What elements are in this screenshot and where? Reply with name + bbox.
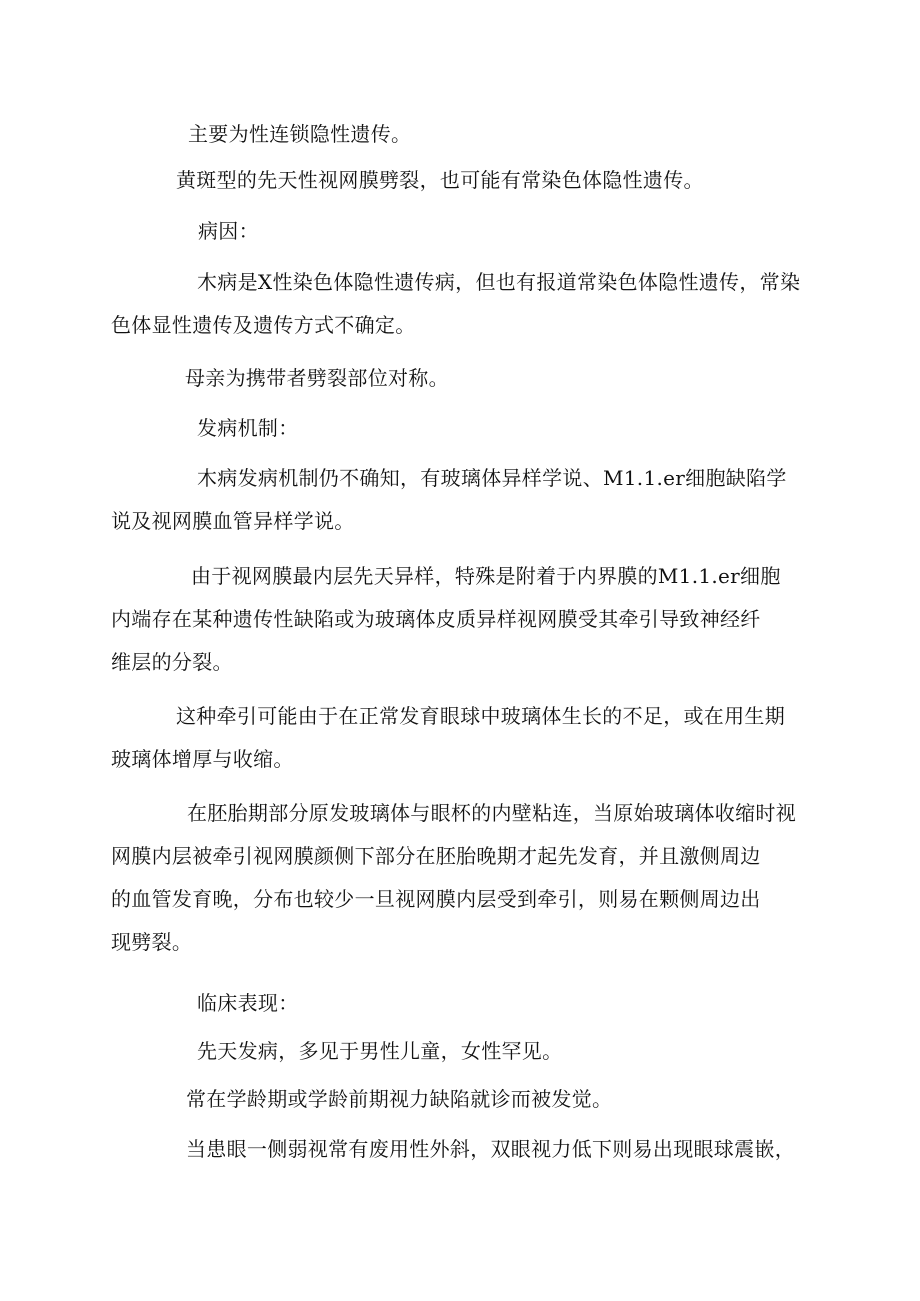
paragraph-traction: [0, 695, 920, 781]
text-line: 在胚胎期部分原发玻璃体与眼杯的内壁粘连，当原始玻璃体收缩时视: [187, 801, 796, 825]
text-line: 主要为性连锁隐性遗传。: [188, 122, 412, 146]
text-line: 当患眼一侧弱视常有废用性外斜，双眼视力低下则易出现眼球震嵌，: [186, 1137, 795, 1161]
text-line: 黄斑型的先天性视网膜劈裂，也可能有常染色体隐性遗传。: [176, 168, 704, 192]
text-line: 玻璃体增厚与收缩。: [111, 747, 294, 771]
text-line: 维层的分裂。: [111, 650, 233, 674]
text-line: 由于视网膜最内层先天异样，特殊是附着于内界膜的M1.1.er细胞: [191, 564, 781, 588]
paragraph-etiology: [0, 261, 920, 347]
paragraph-inheritance-summary: [0, 113, 920, 156]
heading-pathogenesis: [0, 407, 920, 450]
heading-etiology: [0, 210, 920, 253]
text-line: 色体显性遗传及遗传方式不确定。: [111, 313, 416, 337]
paragraph-macular-type: [0, 159, 920, 202]
paragraph-diagnosis-age: [0, 1078, 920, 1121]
text-line: 木病发病机制仍不确知，有玻璃体异样学说、M1.1.er细胞缺陷学: [197, 466, 787, 490]
text-line: 先天发病，多见于男性儿童，女性罕见。: [197, 1039, 563, 1063]
text-line: 木病是X性染色体隐性遗传病，但也有报道常染色体隐性遗传，常染: [197, 270, 801, 294]
text-line: 这种牵引可能由于在正常发育眼球中玻璃体生长的不足，或在用生期: [176, 704, 785, 728]
heading-clinical-manifestations: [0, 982, 920, 1025]
section-heading: 病因：: [198, 219, 259, 243]
paragraph-amblyopia: [0, 1128, 920, 1171]
text-line: 的血管发育晚，分布也较少一旦视网膜内层受到牵引，则易在颗侧周边出: [111, 887, 761, 911]
paragraph-embryonic-adhesion: [0, 792, 920, 964]
text-line: 说及视网膜血管异样学说。: [111, 509, 355, 533]
paragraph-pathogenesis-theories: [0, 457, 920, 543]
text-line: 常在学龄期或学龄前期视力缺陷就诊而被发觉。: [186, 1087, 613, 1111]
paragraph-retinal-anomaly: [0, 555, 920, 684]
section-heading: 临床表现：: [197, 991, 299, 1015]
text-line: 母亲为携带者劈裂部位对称。: [185, 366, 449, 390]
text-line: 现劈裂。: [111, 930, 193, 954]
paragraph-carrier-mother: [0, 357, 920, 400]
paragraph-onset: [0, 1030, 920, 1073]
text-line: 网膜内层被牵引视网膜颜侧下部分在胚胎晚期才起先发育，并且激侧周边: [111, 844, 761, 868]
section-heading: 发病机制：: [197, 416, 299, 440]
text-line: 内端存在某种遗传性缺陷或为玻璃体皮质异样视网膜受其牵引导致神经纤: [111, 607, 761, 631]
